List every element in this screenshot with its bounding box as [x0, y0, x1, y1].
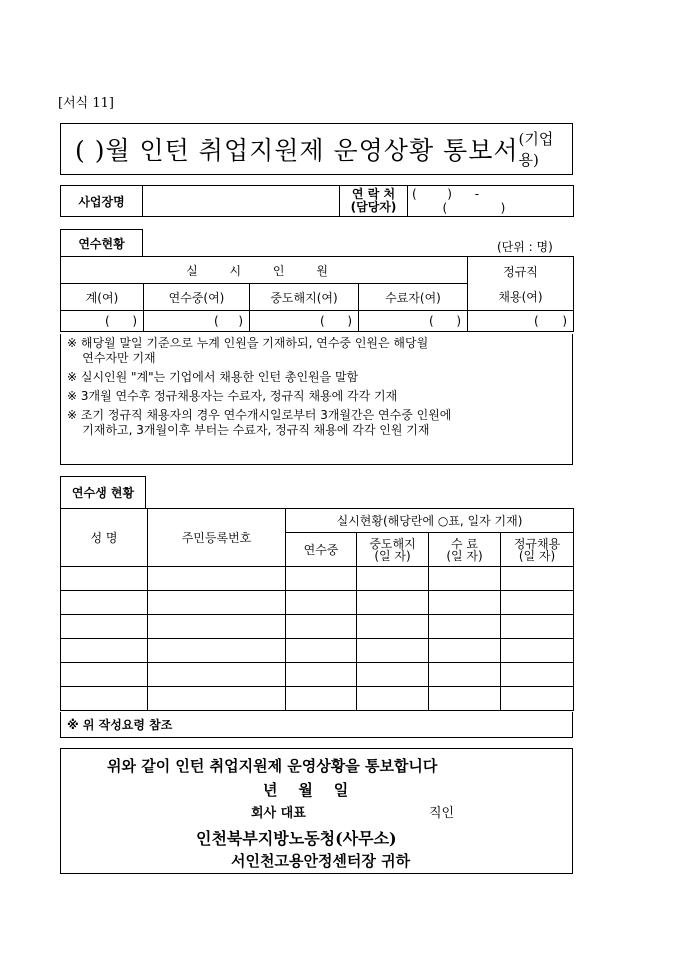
regular-hire-header-line1: 정규직 [503, 264, 538, 279]
total-field[interactable]: ( ) [61, 311, 144, 332]
completed-cell[interactable] [429, 567, 501, 591]
training-status-table [60, 256, 574, 332]
in-training-cell[interactable] [286, 615, 357, 639]
col-completed: 수료자(여) [359, 284, 468, 311]
name-cell[interactable] [61, 615, 148, 639]
col-terminated: 중도해지(여) [250, 284, 359, 311]
completed-cell[interactable] [429, 615, 501, 639]
report-representative: 회사 대표 [251, 806, 306, 821]
title-box [60, 123, 573, 175]
id-cell[interactable] [148, 615, 286, 639]
contact-label [340, 186, 408, 217]
in-training-cell[interactable] [286, 687, 357, 711]
completed-field[interactable]: ( ) [359, 311, 468, 332]
terminated-cell[interactable] [357, 687, 429, 711]
col-name: 성 명 [61, 509, 148, 567]
in-training-cell[interactable] [286, 663, 357, 687]
name-cell[interactable] [61, 639, 148, 663]
table-row [61, 591, 574, 615]
table-row [61, 663, 574, 687]
regular-hire-cell[interactable] [501, 663, 574, 687]
trainees-table [60, 508, 574, 711]
regular-hire-field[interactable]: ( ) [468, 311, 574, 332]
training-notes [60, 334, 573, 465]
unit-label: (단위 : 명) [497, 240, 553, 254]
company-name-field[interactable] [143, 186, 340, 217]
in-training-cell[interactable] [286, 639, 357, 663]
id-cell[interactable] [148, 639, 286, 663]
company-name-label: 사업장명 [61, 186, 143, 217]
id-cell[interactable] [148, 591, 286, 615]
completed-cell[interactable] [429, 639, 501, 663]
completed-cell[interactable] [429, 687, 501, 711]
terminated-cell[interactable] [357, 639, 429, 663]
trainees-footnote: ※ 위 작성요령 참조 [60, 712, 573, 738]
table-row [61, 615, 574, 639]
document-subtitle: (기업용) [518, 130, 554, 169]
note-2: ※ 실시인원 "계"는 기업에서 채용한 인턴 총인원을 말함 [67, 370, 359, 384]
id-cell[interactable] [148, 663, 286, 687]
document-title: ( )월 인턴 취업지원제 운영상황 통보서 [75, 136, 519, 165]
id-cell[interactable] [148, 687, 286, 711]
id-cell[interactable] [148, 567, 286, 591]
col-in-training: 연수중(여) [144, 284, 250, 311]
terminated-cell[interactable] [357, 591, 429, 615]
col-resident-id: 주민등록번호 [148, 509, 286, 567]
col-status-in-training: 연수중 [286, 533, 357, 567]
note-1: ※ 해당월 말일 기준으로 누계 인원을 기재하되, 연수중 인원은 해당월 연수자만 기재 [67, 336, 429, 365]
in-training-cell[interactable] [286, 567, 357, 591]
contact-phone: ( ) - [412, 187, 480, 201]
company-info-table [60, 185, 574, 217]
table-row [61, 567, 574, 591]
report-recipient-office: 인천북부지방노동청(사무소) [196, 829, 397, 848]
regular-hire-cell[interactable] [501, 639, 574, 663]
terminated-field[interactable]: ( ) [250, 311, 359, 332]
terminated-cell[interactable] [357, 663, 429, 687]
contact-label-line2: (담당자) [350, 200, 397, 214]
regular-hire-cell[interactable] [501, 687, 574, 711]
name-cell[interactable] [61, 591, 148, 615]
regular-hire-cell[interactable] [501, 615, 574, 639]
note-3: ※ 3개월 연수후 정규채용자는 수료자, 정규직 채용에 각각 기재 [67, 389, 398, 403]
note-4: ※ 조기 정규직 채용자의 경우 연수개시일로부터 3개월간은 연수중 인원에 기재하고, 3개월이후 부터는 수료자, 정규직 채용에 각각 인원 기재 [67, 408, 452, 437]
form-number: [서식 11] [58, 96, 114, 111]
col-status-regular-hire: 정규채용 (일 자) [501, 533, 574, 567]
regular-hire-header [468, 257, 574, 311]
terminated-cell[interactable] [357, 567, 429, 591]
report-statement: 위와 같이 인턴 취업지원제 운영상황을 통보합니다 [107, 757, 438, 775]
report-box [60, 748, 573, 874]
col-status-completed: 수 료 (일 자) [429, 533, 501, 567]
report-recipient: 서인천고용안정센터장 귀하 [231, 852, 411, 870]
in-training-cell[interactable] [286, 591, 357, 615]
name-cell[interactable] [61, 567, 148, 591]
seal-label: 직인 [429, 806, 455, 821]
headcount-group-header: 실 시 인 원 [61, 257, 468, 284]
regular-hire-cell[interactable] [501, 567, 574, 591]
trainees-label: 연수생 현황 [60, 476, 146, 508]
regular-hire-cell[interactable] [501, 591, 574, 615]
contact-person: ( ) [412, 201, 506, 215]
training-status-label: 연수현황 [60, 229, 143, 256]
col-status-terminated: 중도해지 (일 자) [357, 533, 429, 567]
completed-cell[interactable] [429, 663, 501, 687]
name-cell[interactable] [61, 687, 148, 711]
col-total: 계(여) [61, 284, 144, 311]
terminated-cell[interactable] [357, 615, 429, 639]
in-training-field[interactable]: ( ) [144, 311, 250, 332]
name-cell[interactable] [61, 663, 148, 687]
table-row [61, 639, 574, 663]
completed-cell[interactable] [429, 591, 501, 615]
regular-hire-header-line2: 채용(여) [498, 289, 543, 304]
contact-label-line1: 연 락 처 [351, 187, 396, 201]
contact-field[interactable] [408, 186, 574, 217]
status-group-header: 실시현황(해당란에 ○표, 일자 기재) [286, 509, 574, 533]
report-date: 년 월 일 [263, 781, 349, 799]
table-row [61, 687, 574, 711]
